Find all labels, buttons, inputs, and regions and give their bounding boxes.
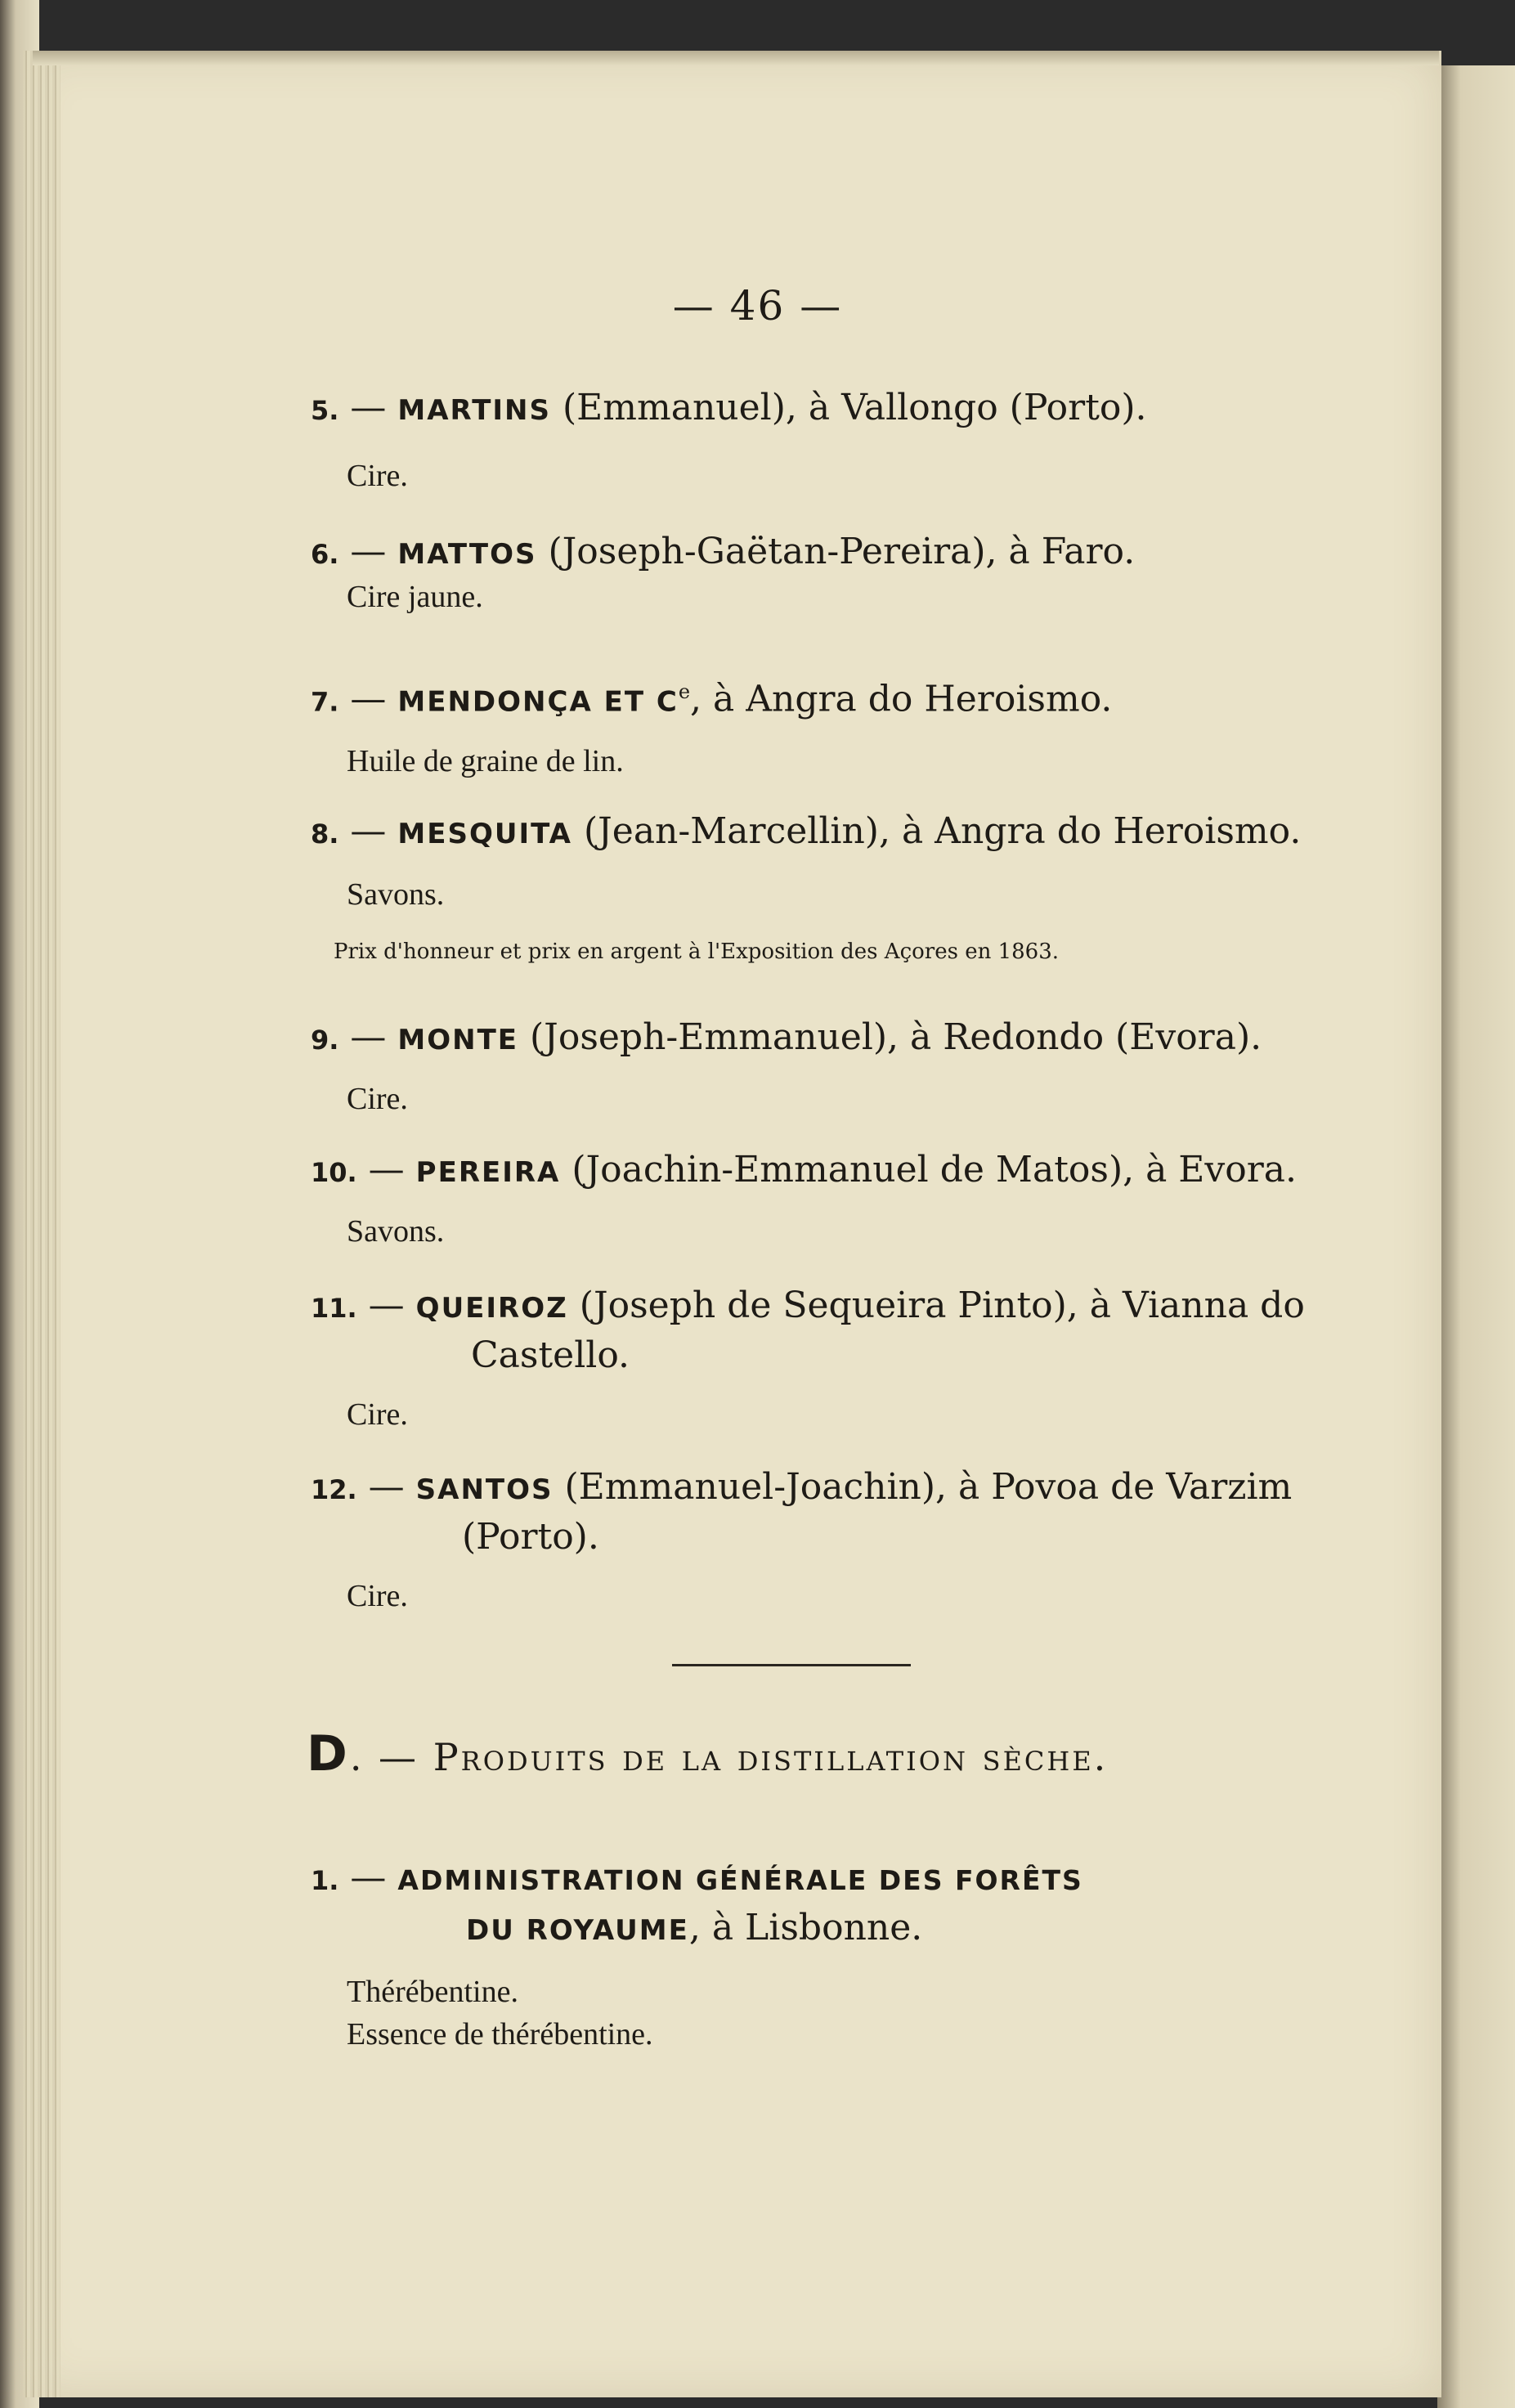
entry-product: Cire. bbox=[347, 1397, 408, 1432]
entry-name: SANTOS bbox=[415, 1473, 554, 1506]
entry-name: MESQUITA bbox=[397, 818, 572, 850]
entry-product: Savons. bbox=[347, 1214, 445, 1249]
section-separator: . — bbox=[349, 1735, 433, 1779]
entry-number: 10. bbox=[311, 1157, 357, 1188]
entry-location: (Joachin-Emmanuel de Matos), à Evora. bbox=[560, 1149, 1298, 1191]
entry-product: Savons. bbox=[347, 877, 445, 912]
entry-product: Essence de thérébentine. bbox=[347, 2017, 653, 2052]
page-top-edge bbox=[33, 51, 1439, 65]
entry-location: , à Lisbonne. bbox=[688, 1907, 923, 1948]
entry-product: Cire. bbox=[347, 459, 408, 493]
entry-product: Huile de graine de lin. bbox=[347, 743, 624, 778]
list-item: 6. — MATTOS (Joseph-Gaëtan-Pereira), à Faro. Cire jaune. bbox=[311, 528, 1292, 621]
list-item: 8. — MESQUITA (Jean-Marcellin), à Angra do Heroismo. Savons. Prix d'honneur et prix en argent à l'Exposition des Açores en 1863. bbox=[311, 810, 1302, 964]
entry-product: Cire jaune. bbox=[347, 580, 483, 614]
entry-name: MATTOS bbox=[397, 538, 537, 571]
page-number: — 46 — bbox=[672, 282, 843, 330]
entry-location: , à Angra do Heroismo. bbox=[690, 678, 1113, 720]
entry-product: Thérébentine. bbox=[347, 1975, 518, 2009]
entry-name: MENDONÇA ET C bbox=[397, 685, 679, 719]
entry-location: (Emmanuel-Joachin), à Povoa de Varzim bbox=[553, 1466, 1293, 1508]
entry-name: PEREIRA bbox=[415, 1156, 561, 1189]
entry-name: ADMINISTRATION GÉNÉRALE DES FORÊTS bbox=[397, 1864, 1083, 1896]
entry-name: MARTINS bbox=[397, 394, 551, 427]
entry-location: (Joseph de Sequeira Pinto), à Vianna do bbox=[567, 1285, 1305, 1326]
entry-location: (Joseph-Emmanuel), à Redondo (Evora). bbox=[518, 1016, 1262, 1058]
entry-location: (Emmanuel), à Vallongo (Porto). bbox=[551, 387, 1147, 428]
list-item: 12. — SANTOS (Emmanuel-Joachin), à Povoa de Varzim (Porto). Cire. bbox=[311, 1464, 1292, 1620]
entry-location: (Joseph-Gaëtan-Pereira), à Faro. bbox=[536, 531, 1136, 572]
entry-number: 6. bbox=[311, 539, 339, 570]
entry-number: 7. bbox=[311, 686, 339, 718]
entry-name: QUEIROZ bbox=[415, 1292, 568, 1325]
entry-number: 5. bbox=[311, 395, 339, 426]
list-item: 11. — QUEIROZ (Joseph de Sequeira Pinto), à Vianna do Castello. Cire. bbox=[311, 1282, 1292, 1438]
entry-name-continued: DU ROYAUME bbox=[466, 1914, 689, 1947]
entry-name: MONTE bbox=[397, 1024, 519, 1056]
entry-product: Cire. bbox=[347, 1579, 408, 1613]
list-item: 1. — ADMINISTRATION GÉNÉRALE DES FORÊTS DU ROYAUME, à Lisbonne. Thérébentine. Essence de thérébentine. bbox=[311, 1854, 1292, 2056]
entry-location: (Jean-Marcellin), à Angra do Heroismo. bbox=[571, 810, 1302, 852]
entry-number: 8. bbox=[311, 818, 339, 850]
entry-location-continued: (Porto). bbox=[462, 1516, 599, 1558]
section-letter: D bbox=[307, 1725, 350, 1782]
entry-name-superscript: e bbox=[678, 680, 691, 703]
facing-page-edge bbox=[1437, 65, 1515, 2408]
section-title: Produits de la distillation sèche. bbox=[433, 1735, 1109, 1779]
list-item: 5. — MARTINS (Emmanuel), à Vallongo (Porto). Cire. bbox=[311, 384, 1292, 500]
list-item: 9. — MONTE (Joseph-Emmanuel), à Redondo (Evora). Cire. bbox=[311, 1014, 1292, 1123]
entry-number: 11. bbox=[311, 1293, 357, 1324]
entry-location-continued: Castello. bbox=[471, 1334, 630, 1376]
entry-number: 12. bbox=[311, 1474, 357, 1505]
section-heading bbox=[307, 1725, 1108, 1782]
section-divider bbox=[672, 1664, 911, 1666]
list-item: 10. — PEREIRA (Joachin-Emmanuel de Matos), à Evora. Savons. bbox=[311, 1146, 1292, 1255]
entry-number: 9. bbox=[311, 1025, 339, 1056]
entry-number: 1. bbox=[311, 1865, 339, 1896]
list-item: 7. — MENDONÇA ET Ce, à Angra do Heroismo. Huile de graine de lin. bbox=[311, 668, 1292, 785]
entry-product: Cire. bbox=[347, 1082, 408, 1116]
entry-award-note: Prix d'honneur et prix en argent à l'Exposition des Açores en 1863. bbox=[334, 939, 1060, 964]
